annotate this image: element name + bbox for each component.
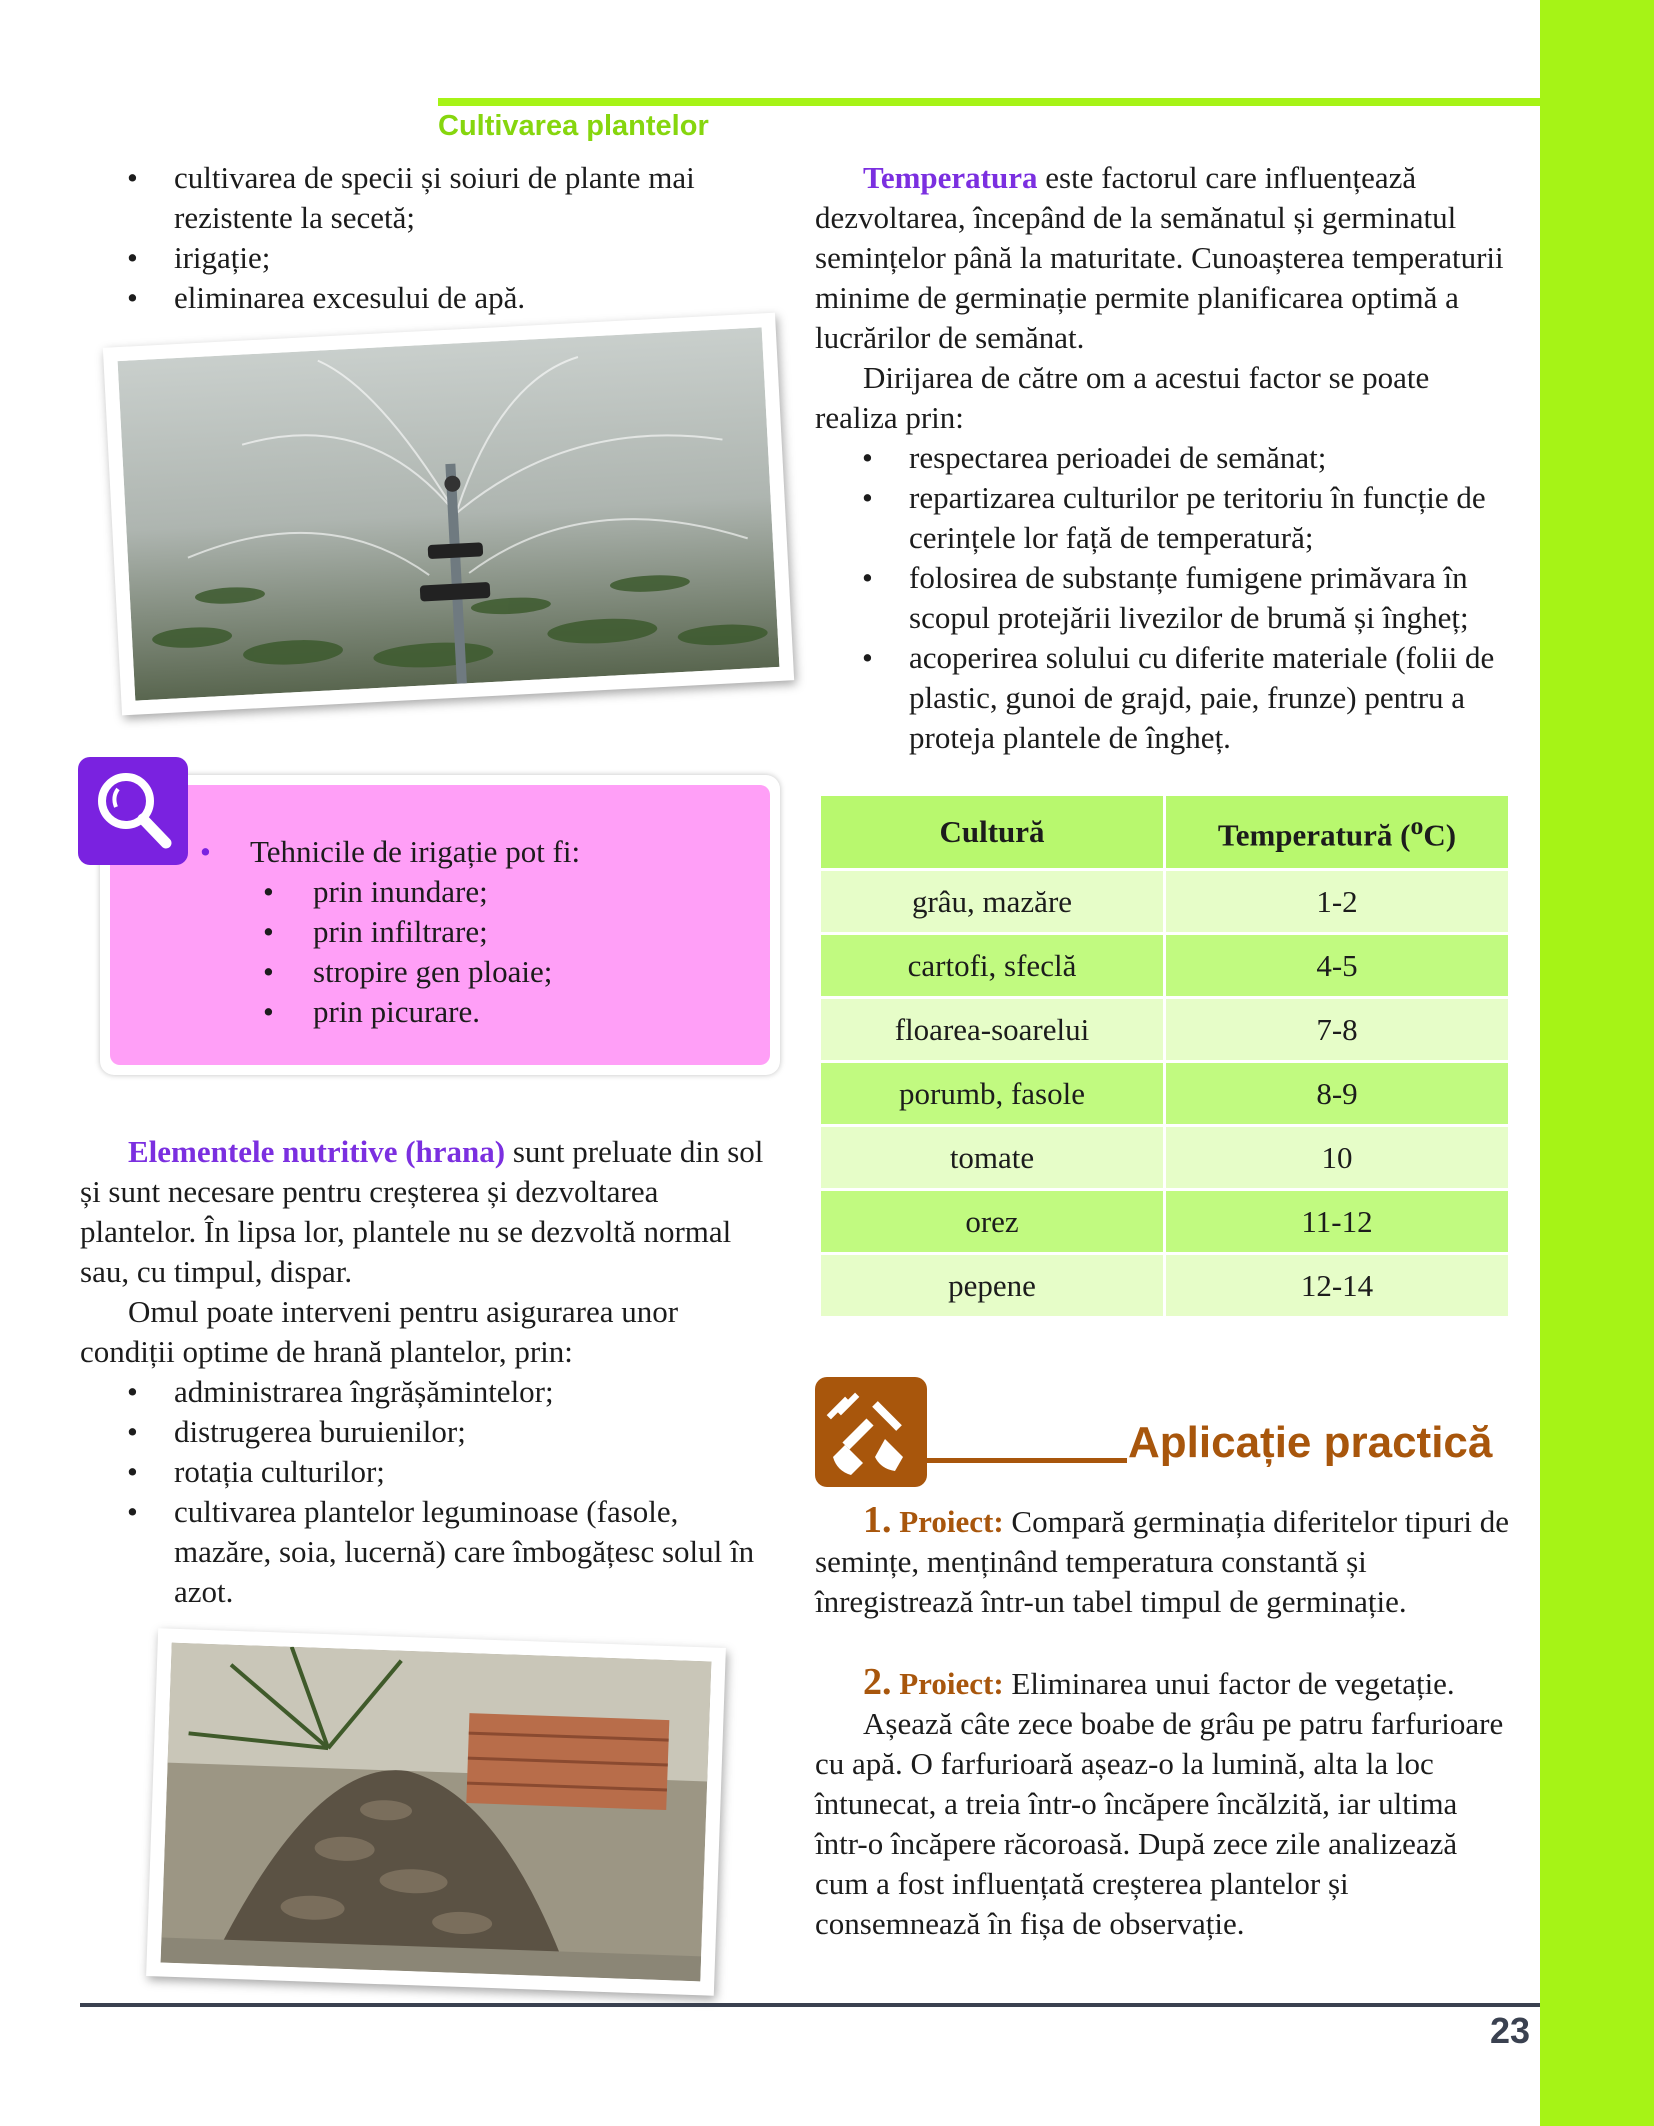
nutrients-paragraph: Elementele nutritive (hrana) sunt preluate din sol și sunt necesare pentru creșterea și dezvoltarea plantelor. În lipsa lor, plantele nu se dezvoltă normal sau, cu timpul, dispar. [80,1134,764,1289]
list-item: • irigație; [80,238,780,278]
list-item: • rotația culturilor; [80,1452,780,1492]
temperature-column-header: Temperatură ($^o$C) [1166,796,1508,868]
list-item: • eliminarea excesului de apă. [80,278,780,318]
germination-temperature-table [818,793,1511,1319]
garden-tools-icon [815,1377,927,1487]
list-item: • prin infiltrare; [200,912,760,952]
project-2: 2. Proiect: Eliminarea unui factor de vegetație. [863,1661,1455,1703]
left-top-bullets [80,158,780,318]
application-content [815,1500,1515,1944]
irrigation-techniques [200,832,760,1032]
table-header-row [821,796,1508,868]
nutrients-intro: Omul poate interveni pentru asigurarea unor condiții optime de hrană plantelor, prin: [80,1294,679,1369]
table-row: porumb, fasole 8-9 [821,1063,1508,1124]
list-item: • cultivarea de specii și soiuri de plante mai rezistente la secetă; [80,158,780,238]
list-item: • administrarea îngrășămintelor; [80,1372,780,1412]
list-item: • prin inundare; [200,872,760,912]
table-row: cartofi, sfeclă 4-5 [821,935,1508,996]
project-1: 1. Proiect: Compară germinația diferitelor tipuri de semințe, menținând temperatura constantă și înregistrează într-un tabel timpul de germinație. [815,1499,1509,1619]
footer-rule [80,2003,1540,2007]
temperature-intro: Dirijarea de către om a acestui factor se poate realiza prin: [815,360,1430,435]
list-item: • Tehnicile de irigație pot fi: • prin inundare; • prin infiltrare; • stropire gen ploaie; • prin picurare. [200,832,760,1032]
list-item: • cultivarea plantelor leguminoase (fasole, mazăre, soia, lucernă) care îmbogățesc solul în azot. [80,1492,780,1612]
list-item: • folosirea de substanțe fumigene primăvara în scopul protejării livezilor de brumă și îngheț; [815,558,1515,638]
green-sidebar [1540,0,1654,2126]
nutrients-section [80,1132,780,1612]
table-row: pepene 12-14 [821,1255,1508,1316]
temperature-section [815,158,1515,758]
table-row: floarea-soarelui 7-8 [821,999,1508,1060]
table-row: grâu, mazăre 1-2 [821,871,1508,932]
magnifier-icon [78,757,188,865]
list-item: • stropire gen ploaie; [200,952,760,992]
nutrients-highlight: Elementele nutritive (hrana) [128,1134,506,1169]
list-item: • repartizarea culturilor pe teritoriu în funcție de cerințele lor față de temperatură; [815,478,1515,558]
page-number: 23 [1490,2010,1531,2051]
list-item: • prin picurare. [200,992,760,1032]
sprinkler-photo [103,313,794,716]
temperature-highlight: Temperatura [863,160,1038,195]
crop-column-header: Cultură [821,796,1163,868]
list-item: • distrugerea buruienilor; [80,1412,780,1452]
application-rule [927,1458,1127,1463]
table-row: tomate 10 [821,1127,1508,1188]
project-2-instructions: Așează câte zece boabe de grâu pe patru farfurioare cu apă. O farfurioară așeaz-o la lumină, alta la loc întunecat, a treia într-o încăpere încălzită, iar ultima într-o încăpere răcoroasă. După zece zile analizează cum a fost influențată creșterea plantelor și consemnează în fișa de observație. [815,1706,1504,1941]
temperature-paragraph: Temperatura este factorul care influențează dezvoltarea, începând de la semănatul și germinatul semințelor până la maturitate. Cunoașterea temperaturii minime de germinație permite planificarea optimă a lucrărilor de semănat. [815,160,1504,355]
manure-pile-photo [146,1628,726,1996]
list-item: • respectarea perioadei de semănat; [815,438,1515,478]
section-title: Cultivarea plantelor [438,110,709,142]
application-title: Aplicație practică [1128,1418,1493,1467]
list-item: • acoperirea solului cu diferite materiale (folii de plastic, gunoi de grajd, paie, frunze) pentru a proteja plantele de îngheț. [815,638,1515,758]
table-row: orez 11-12 [821,1191,1508,1252]
top-rule [438,98,1540,106]
